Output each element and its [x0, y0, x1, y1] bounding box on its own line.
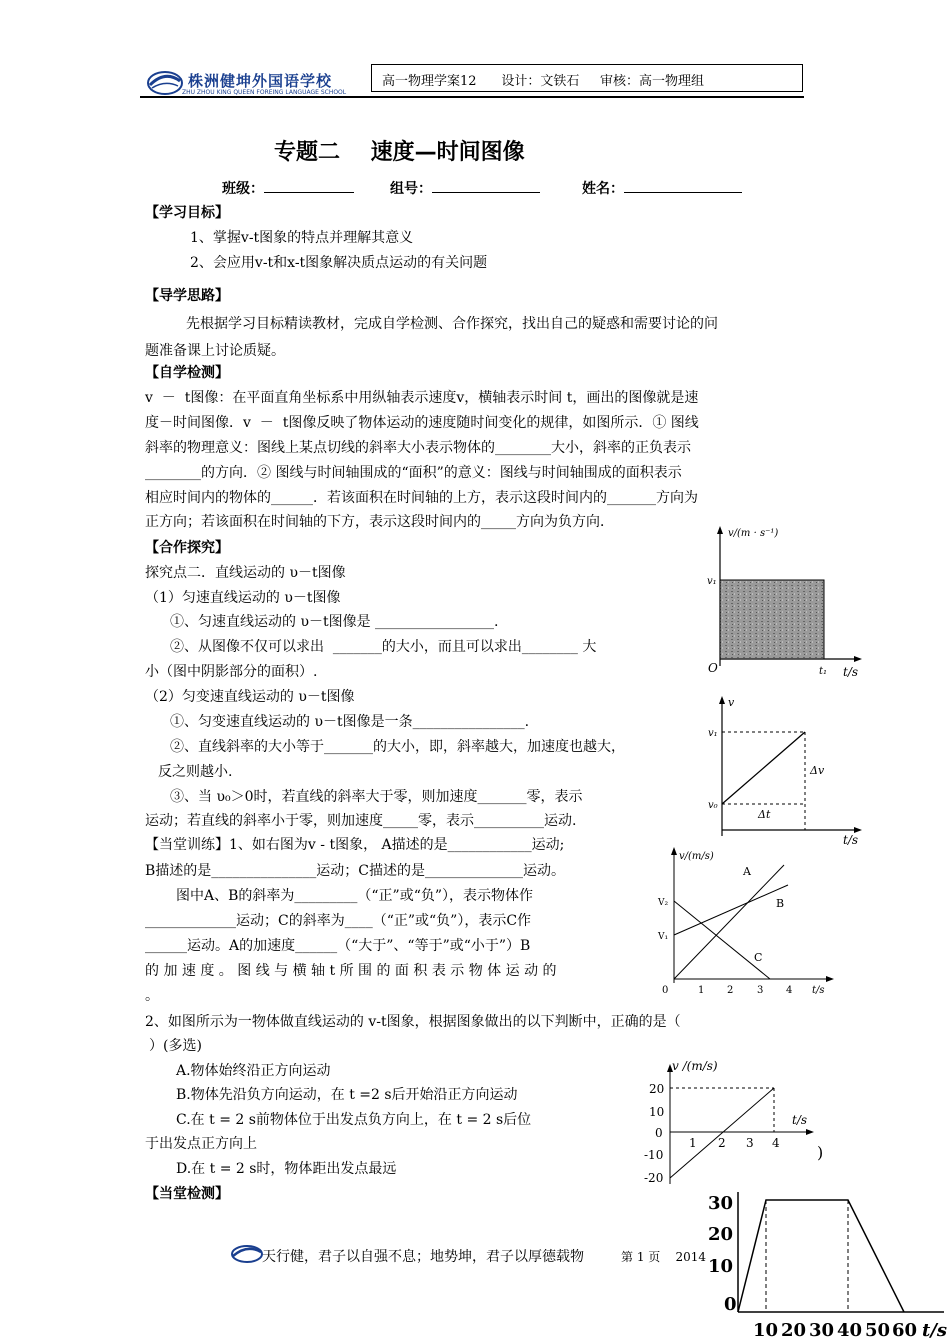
graph-uniform-motion [700, 524, 870, 684]
guide-line-1: 先根据学习目标精读教材，完成自学检测、合作探究，找出自己的疑惑和需要讨论的问 [186, 316, 718, 332]
coop-line-4: ②、从图像不仅可以求出 _______的大小，而且可以求出________ 大 [170, 639, 597, 655]
goal-1: 1、掌握v-t图象的特点并理解其意义 [190, 230, 414, 246]
graph5-xtick-60: 60 [892, 1320, 918, 1341]
line-c [674, 901, 770, 979]
header-rule [140, 96, 804, 98]
graph5-xtick-20: 20 [781, 1320, 807, 1341]
graph4-ytick-0: 0 [655, 1126, 663, 1140]
q2-option-c1: C.在 t = 2 s前物体位于出发点负方向上，在 t = 2 s后位 [176, 1112, 532, 1128]
graph3-v1: V₁ [658, 932, 669, 942]
graph3-tick-4: 4 [786, 985, 793, 996]
school-logo-icon [146, 70, 184, 96]
coop-line-7: ①、匀变速直线运动的 υ－t图像是一条________________. [170, 714, 530, 730]
graph3-v2: V₂ [658, 898, 669, 908]
graph4-ytick-m10: -10 [644, 1148, 664, 1162]
coop-line-11: 运动；若直线的斜率小于零，则加速度_____零，表示__________运动. [145, 813, 577, 829]
q2-line [670, 1088, 774, 1178]
coop-line-1: 探究点二．直线运动的 υ－t图像 [145, 565, 346, 581]
graph2-dv: Δv [810, 764, 825, 777]
footer-motto: 天行健，君子以自强不息；地势坤，君子以厚德载物 [262, 1249, 584, 1265]
graph2-dt: Δt [758, 808, 771, 821]
graph5-ytick-0: 0 [724, 1294, 737, 1315]
label-c: C [754, 951, 763, 964]
graph5-xlabel: t/s [922, 1320, 948, 1341]
school-name-en: ZHU ZHOU KING QUEEN FOREING LANGUAGE SCHOOL [182, 89, 347, 96]
coop-line-5: 小（图中阴影部分的面积）. [145, 664, 318, 680]
accel-line [722, 732, 805, 804]
graph4-xtick-2: 2 [718, 1136, 726, 1150]
graph1-t1: t₁ [819, 666, 828, 677]
q2-option-a: A.物体始终沿正方向运动 [176, 1063, 331, 1079]
graph4-ytick-10: 10 [649, 1105, 665, 1119]
self-check-title: 【自学检测】 [145, 365, 229, 381]
coop-line-3: ①、匀速直线运动的 υ－t图像是 _________________. [170, 614, 499, 630]
graph1-v1: v₁ [707, 576, 717, 587]
check-title: 【当堂检测】 [145, 1186, 229, 1202]
train-line-4: _____________运动；C的斜率为____（“正”或“负”），表示C作 [145, 913, 532, 929]
train-line-7: 。 [145, 988, 159, 1004]
graph4-xtick-1: 1 [689, 1136, 697, 1150]
label-a: A [743, 865, 751, 878]
train-line-5: ______运动。A的加速度______（“大于”、“等于”或“小于”）B [145, 938, 531, 954]
graph-abc-lines [652, 845, 842, 1000]
graph5-xtick-50: 50 [865, 1320, 891, 1341]
graph3-tick-2: 2 [727, 985, 734, 996]
q2-option-c2: 于出发点正方向上 [145, 1136, 257, 1152]
graph4-xtick-4: 4 [772, 1136, 780, 1150]
graph3-tick-1: 1 [698, 985, 705, 996]
graph3-ylabel: v/(m/s) [679, 851, 714, 862]
graph1-xlabel: t/s [843, 665, 859, 679]
page-title: 专题二 速度—时间图像 [274, 140, 525, 165]
graph5-ytick-10: 10 [708, 1256, 734, 1277]
graph4-xlabel: t/s [792, 1113, 808, 1127]
coop-line-9: 反之则越小. [158, 764, 233, 780]
line-b [674, 885, 788, 935]
graph4-xtick-3: 3 [746, 1136, 754, 1150]
self-check-line-2: 度－时间图像．v － t图像反映了物体运动的速度随时间变化的规律，如图所示．① 图线 [145, 415, 699, 431]
graph4-extra: ) [817, 1143, 824, 1162]
footer-page: 第 1 页 2014 [621, 1250, 707, 1264]
graph5-xtick-10: 10 [753, 1320, 779, 1341]
coop-line-2: （1）匀速直线运动的 υ－t图像 [145, 590, 341, 606]
graph5-xtick-30: 30 [809, 1320, 835, 1341]
school-name-cn: 株洲健坤外国语学校 [188, 72, 333, 90]
graph-question-2 [640, 1056, 830, 1191]
header-info: 高一物理学案12 设计：文铁石 审核：高一物理组 [382, 74, 704, 89]
graph3-tick-0: 0 [662, 985, 669, 996]
graph3-tick-3: 3 [757, 985, 764, 996]
class-field: 班级： [222, 178, 354, 199]
q2-option-b: B.物体先沿负方向运动，在 t =2 s后开始沿正方向运动 [176, 1087, 518, 1103]
graph-accelerated-motion [700, 694, 870, 849]
graph5-ytick-30: 30 [708, 1193, 734, 1214]
goal-2: 2、会应用v-t和x-t图象解决质点运动的有关问题 [190, 255, 488, 271]
q2-line-1: 2、如图所示为一物体做直线运动的 v-t图象，根据图象做出的以下判断中，正确的是（ [145, 1014, 681, 1030]
graph4-ytick-m20: -20 [644, 1171, 664, 1185]
coop-title: 【合作探究】 [145, 540, 229, 556]
q2-option-d: D.在 t = 2 s时，物体距出发点最远 [176, 1161, 397, 1177]
self-check-line-1: v － t图像：在平面直角坐标系中用纵轴表示速度v，横轴表示时间 t，画出的图像就是速 [145, 390, 699, 406]
graph4-ylabel: v /(m/s) [672, 1059, 718, 1073]
q2-line-2: ）(多选) [149, 1038, 202, 1054]
guide-title: 【导学思路】 [145, 288, 229, 304]
trapezoid-line [738, 1200, 904, 1312]
graph2-ylabel: v [728, 696, 735, 709]
guide-line-2: 题准备课上讨论质疑。 [145, 343, 285, 359]
coop-line-8: ②、直线斜率的大小等于_______的大小，即，斜率越大，加速度也越大， [170, 739, 625, 755]
graph5-xtick-40: 40 [837, 1320, 863, 1341]
self-check-line-6: 正方向；若该面积在时间轴的下方，表示这段时间内的_____方向为负方向． [145, 514, 614, 530]
goals-title: 【学习目标】 [145, 205, 229, 221]
graph2-xlabel: t/s [843, 833, 859, 847]
shaded-area [720, 580, 824, 659]
self-check-line-4: ________的方向．② 图线与时间轴围成的“面积”的意义：图线与时间轴围成的面积表示 [145, 465, 682, 481]
self-check-line-3: 斜率的物理意义：图线上某点切线的斜率大小表示物体的________大小，斜率的正负表示 [145, 440, 691, 456]
graph4-ytick-20: 20 [649, 1082, 665, 1096]
graph2-v0: v₀ [708, 800, 718, 811]
name-field: 姓名： [582, 178, 742, 199]
label-b: B [776, 897, 785, 910]
graph-trapezoid [700, 1186, 950, 1344]
group-field: 组号： [390, 178, 540, 199]
train-line-1: 【当堂训练】1、如右图为v - t图象， A描述的是____________运动; [145, 837, 565, 853]
graph5-ytick-20: 20 [708, 1224, 734, 1245]
graph3-xlabel: t/s [812, 985, 825, 996]
train-line-2: B描述的是_______________运动；C描述的是______________运动。 [145, 863, 565, 879]
graph1-origin: O [708, 661, 718, 675]
graph1-ylabel: v/(m · s⁻¹) [728, 528, 779, 539]
train-line-3: 图中A、B的斜率为_________（“正”或“负”），表示物体作 [176, 888, 534, 904]
coop-line-10: ③、当 υ₀＞0时，若直线的斜率大于零，则加速度_______零，表示 [170, 789, 583, 805]
graph2-v1: v₁ [708, 728, 718, 739]
coop-line-6: （2）匀变速直线运动的 υ－t图像 [145, 689, 355, 705]
footer-logo-icon [230, 1244, 264, 1264]
train-line-6: 的 加 速 度 。 图 线 与 横 轴 t 所 围 的 面 积 表 示 物 体 运 动 的 [145, 963, 557, 979]
self-check-line-5: 相应时间内的物体的______．若该面积在时间轴的上方，表示这段时间内的_______方向为 [145, 490, 698, 506]
line-a [674, 865, 784, 979]
